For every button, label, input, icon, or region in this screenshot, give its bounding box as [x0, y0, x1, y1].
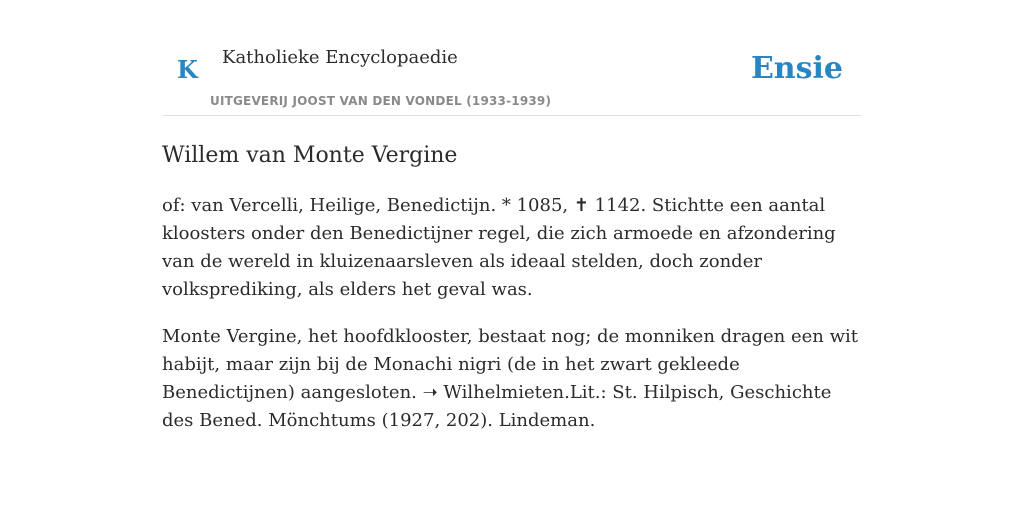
p2-text-1: Monte Vergine, het hoofdklooster, bestaat nog; de monniken dragen een wit habijt, maar zijn bij de Monachi nigri (de in het zwart gekleede Benedictijnen) aangesloten.: [162, 326, 859, 403]
site-title[interactable]: Katholieke Encyclopaedie: [222, 47, 458, 68]
p1-text-1: of: van Vercelli, Heilige, Benedictijn. * 1085,: [162, 195, 574, 216]
page: [162, 0, 862, 454]
entry-title: Willem van Monte Vergine: [162, 143, 458, 168]
ensie-logo-link[interactable]: Ensie: [750, 51, 843, 86]
p2-text-2: .Lit.: St. Hilpisch, Geschichte des Bened. Mönchtums (1927, 202). Lindeman.: [162, 382, 832, 431]
header: [162, 0, 862, 116]
entry-paragraph-2: [162, 323, 862, 435]
wilhelmieten-link[interactable]: ➝ Wilhelmieten: [422, 382, 565, 403]
entry-body: [162, 192, 862, 435]
publisher-subtitle: UITGEVERIJ JOOST VAN DEN VONDEL (1933-1939): [210, 94, 552, 108]
entry-paragraph-1: [162, 192, 862, 304]
logo-k-icon[interactable]: K: [177, 55, 198, 84]
death-cross-icon: ✝: [573, 195, 589, 216]
p1-text-2: 1142. Stichtte een aantal kloosters onder den Benedictijner regel, die zich armoede en afzondering van de wereld in kluizenaarsleven als ideaal stelden, doch zonder volksprediking, als elders het geval was.: [162, 195, 836, 300]
